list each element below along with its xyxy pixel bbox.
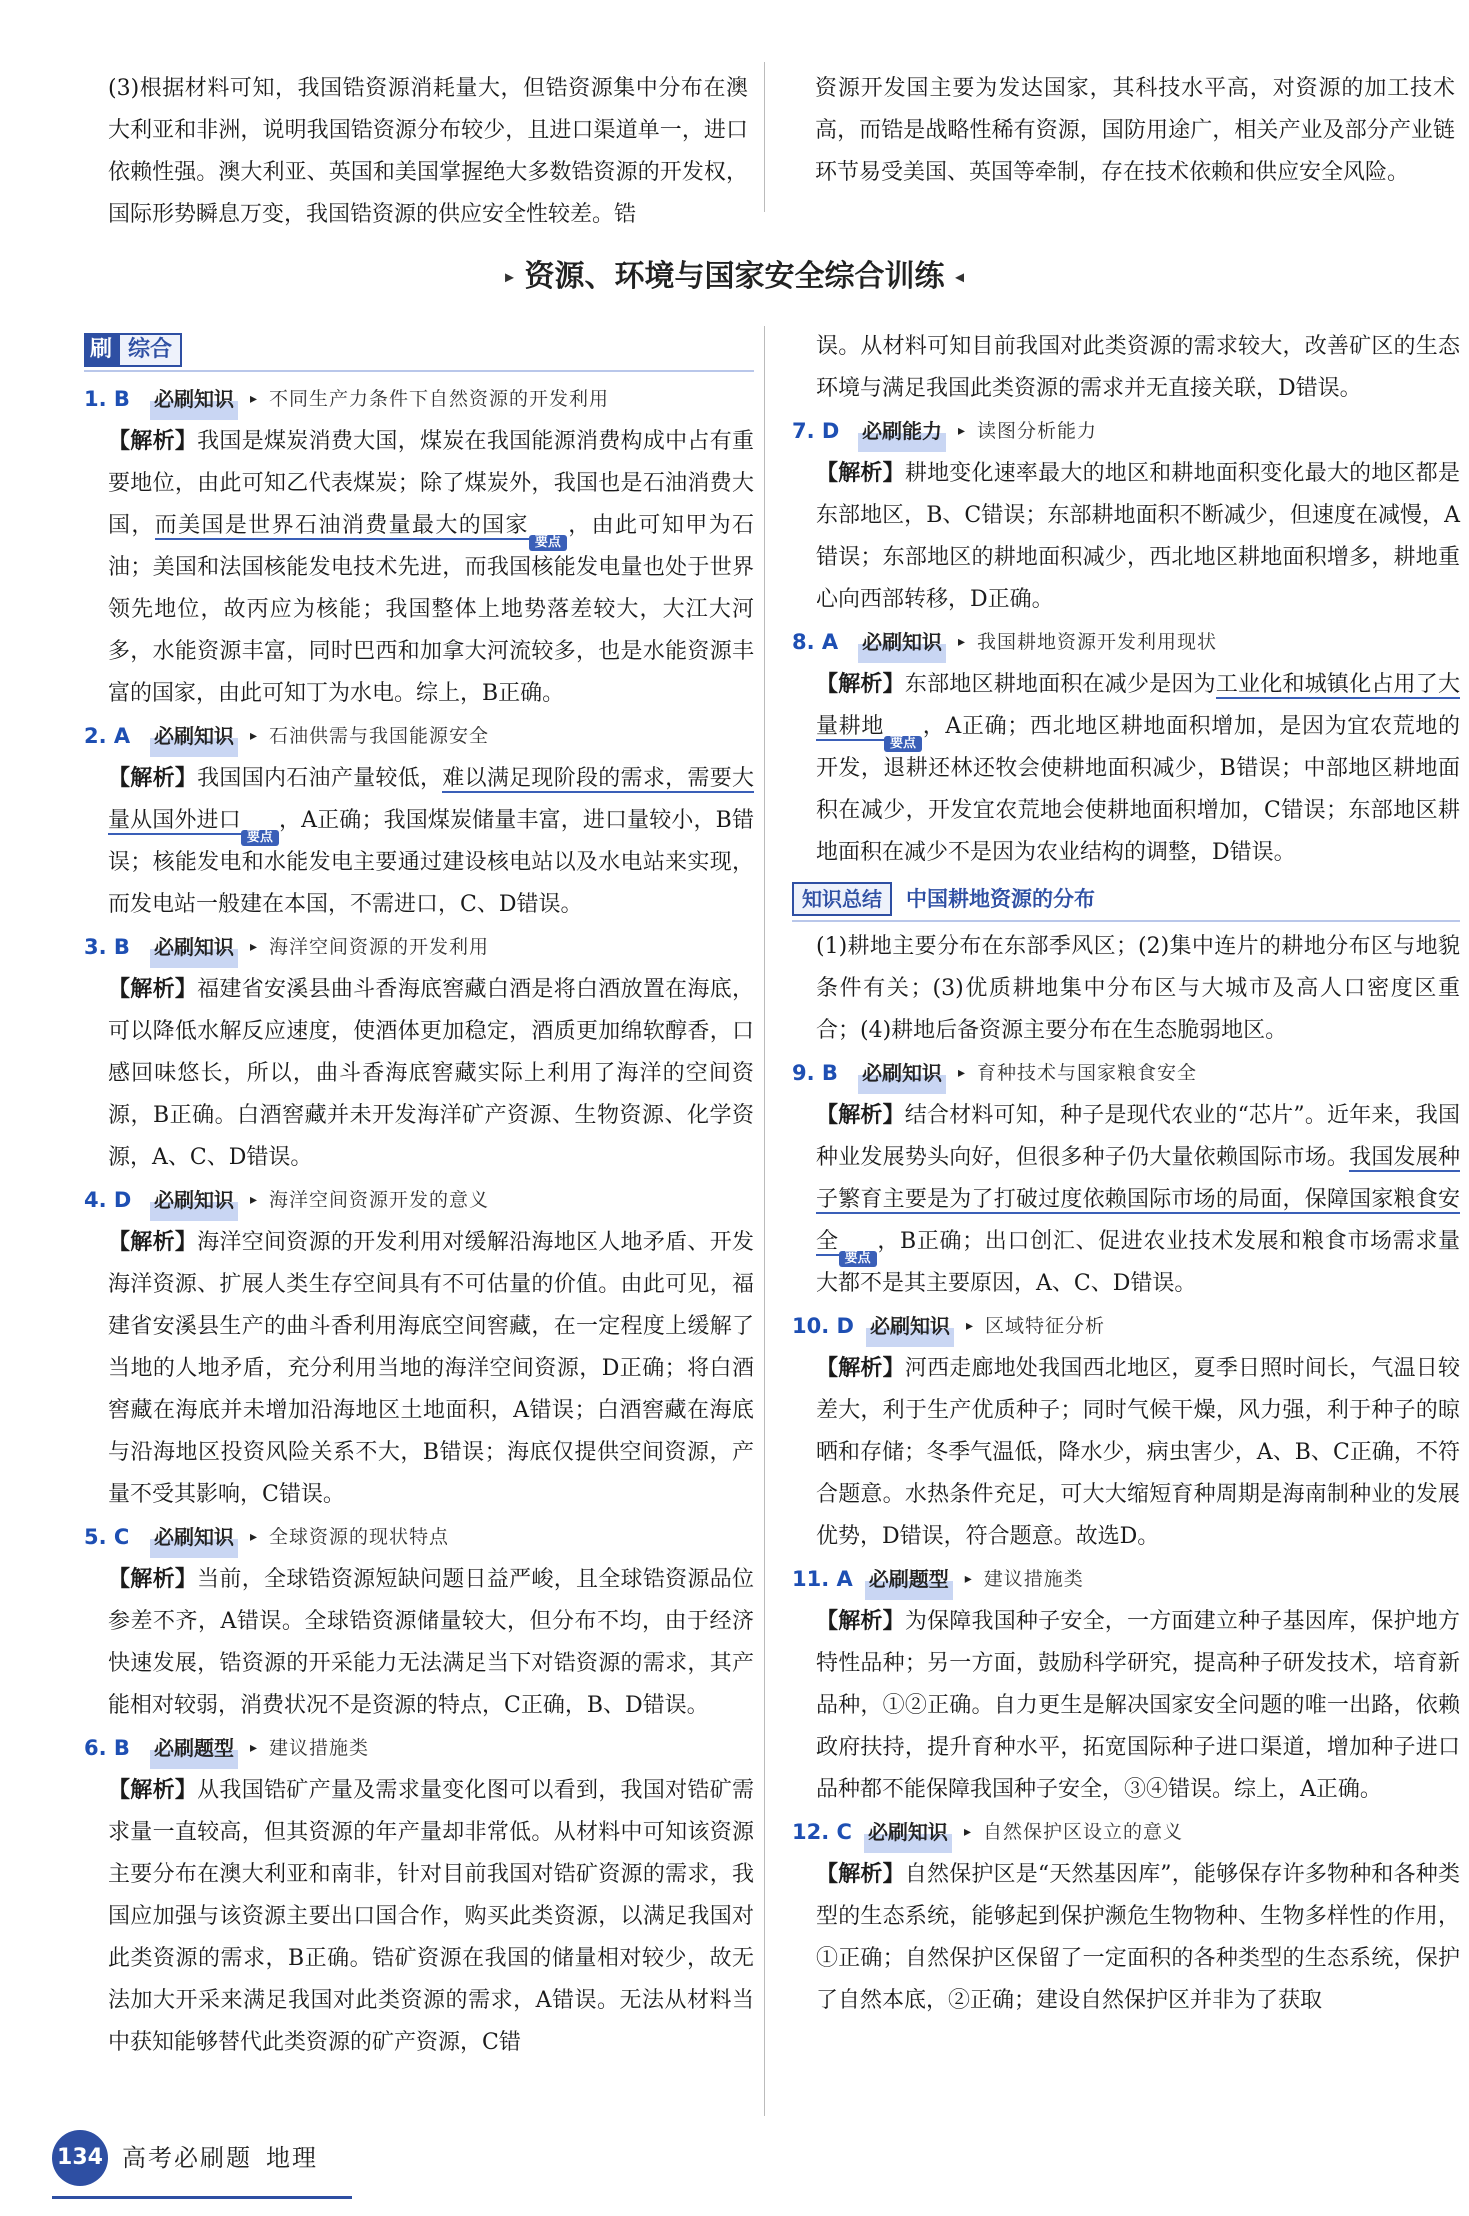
topic-text: 自然保护区设立的意义 bbox=[982, 1821, 1183, 1843]
section-title-text: 资源、环境与国家安全综合训练 bbox=[524, 259, 945, 294]
analysis-label: 【解析】 bbox=[816, 1355, 905, 1381]
category-tag: 必刷题型 bbox=[150, 1727, 238, 1769]
analysis-paragraph bbox=[84, 968, 754, 1179]
analysis-paragraph bbox=[792, 1094, 1460, 1305]
analysis-text: 当前，全球锆资源短缺问题日益严峻，且全球锆资源品位参差不齐，A错误。全球锆资源储量较大，但分布不均，由于经济快速发展，锆资源的开采能力无法满足当下对锆资源的需求，其产能相对较弱，消费状况不是资源的特点，C正确，B、D错误。 bbox=[108, 1567, 754, 1718]
book-title: 高考必刷题 bbox=[122, 2144, 252, 2172]
question-header bbox=[792, 410, 1460, 452]
key-point-text: 而美国是世界石油消费量最大的国家 bbox=[154, 513, 529, 538]
question-number: 3. B bbox=[84, 935, 130, 959]
analysis-paragraph bbox=[84, 420, 754, 715]
question-item bbox=[792, 621, 1460, 874]
knowledge-summary-text: (1)耕地主要分布在东部季风区；(2)集中连片的耕地分布区与地貌条件有关；(3)优质耕地集中分布区与大城市及高人口密度区重合；(4)耕地后备资源主要分布在生态脆弱地区。 bbox=[816, 934, 1460, 1043]
key-point-mark: 要点 bbox=[884, 736, 922, 752]
analysis-label: 【解析】 bbox=[816, 1861, 905, 1887]
question-number: 11. A bbox=[792, 1567, 853, 1591]
question-header bbox=[792, 1052, 1460, 1094]
topic-text: 区域特征分析 bbox=[984, 1315, 1105, 1337]
section-title bbox=[0, 252, 1469, 303]
question-item bbox=[84, 1516, 754, 1727]
analysis-text-continued: ，A正确；西北地区耕地面积增加，是因为宜农荒地的开发，退耕还林还牧会使耕地面积减少，B错误；中部地区耕地面积在减少，开发宜农荒地会使耕地面积增加，C错误；东部地区耕地面积在减少不是因为农业结构的调整，D错误。 bbox=[816, 714, 1460, 865]
question-item bbox=[84, 926, 754, 1179]
question-number: 10. D bbox=[792, 1314, 854, 1338]
question-item bbox=[84, 1727, 754, 2064]
analysis-paragraph bbox=[792, 1347, 1460, 1558]
question-number: 2. A bbox=[84, 724, 131, 748]
analysis-text: 从我国锆矿产量及需求量变化图可以看到，我国对锆矿需求量一直较高，但其资源的年产量却非常低。从材料中可知该资源主要分布在澳大利亚和南非，针对目前我国对锆矿资源的需求，我国应加强与该资源主要出口国合作，购买此类资源，以满足我国对此类资源的需求，B正确。锆矿资源在我国的储量相对较少，故无法加大开采来满足我国对此类资源的需求，A错误。无法从材料当中获知能够替代此类资源的矿产资源，C错 bbox=[108, 1778, 754, 2055]
question-number: 7. D bbox=[792, 419, 840, 443]
question-header bbox=[84, 378, 754, 420]
topic-text: 我国耕地资源开发利用现状 bbox=[977, 631, 1218, 653]
key-point-mark: 要点 bbox=[839, 1251, 877, 1267]
analysis-label: 【解析】 bbox=[816, 460, 905, 486]
category-tag: 必刷知识 bbox=[858, 621, 946, 663]
analysis-label: 【解析】 bbox=[108, 976, 198, 1002]
analysis-text: 东部地区耕地面积在减少是因为 bbox=[904, 672, 1216, 697]
question-item bbox=[792, 410, 1460, 621]
top-left-paragraph bbox=[108, 68, 748, 236]
arrow-right-icon: ▸ bbox=[958, 634, 966, 650]
topic-text: 海洋空间资源开发的意义 bbox=[269, 1189, 490, 1211]
arrow-right-icon: ▸ bbox=[964, 1571, 972, 1587]
analysis-label: 【解析】 bbox=[108, 1566, 198, 1592]
key-point-text: 工业化和城镇化占用了大量耕地 bbox=[816, 672, 1460, 739]
arrow-right-icon: ▸ bbox=[250, 728, 258, 744]
arrow-right-icon: ▸ bbox=[250, 1529, 258, 1545]
question-header bbox=[792, 1558, 1460, 1600]
topic-text: 育种技术与国家粮食安全 bbox=[977, 1062, 1198, 1084]
analysis-paragraph bbox=[84, 1769, 754, 2064]
question-number: 9. B bbox=[792, 1061, 838, 1085]
key-point-text: 我国发展种子繁育主要是为了打破过度依赖国际市场的局面，保障国家粮食安全 bbox=[816, 1145, 1460, 1254]
analysis-label: 【解析】 bbox=[108, 1229, 198, 1255]
question-item bbox=[792, 1052, 1460, 1305]
analysis-text-continued: ，B正确；出口创汇、促进农业技术发展和粮食市场需求量大都不是其主要原因，A、C、D错误。 bbox=[816, 1229, 1460, 1296]
question-item bbox=[792, 1811, 1460, 2022]
question-item bbox=[84, 1179, 754, 1516]
category-tag: 必刷能力 bbox=[858, 410, 946, 452]
question-header bbox=[84, 715, 754, 757]
category-tag: 必刷知识 bbox=[150, 1179, 238, 1221]
triangle-left-icon: ◂ bbox=[954, 266, 964, 288]
analysis-text: 自然保护区是“天然基因库”，能够保存许多物种和各种类型的生态系统，能够起到保护濒危生物物种、生物多样性的作用，①正确；自然保护区保留了一定面积的各种类型的生态系统，保护了自然本底，②正确；建设自然保护区并非为了获取 bbox=[816, 1862, 1460, 2013]
analysis-label: 【解析】 bbox=[816, 671, 905, 697]
topic-text: 海洋空间资源的开发利用 bbox=[269, 936, 490, 958]
analysis-paragraph bbox=[84, 1558, 754, 1727]
question-header bbox=[84, 1179, 754, 1221]
analysis-text: 耕地变化速率最大的地区和耕地面积变化最大的地区都是东部地区，B、C错误；东部耕地面积不断减少，但速度在减慢，A错误；东部地区的耕地面积减少，西北地区耕地面积增多，耕地重心向西部转移，D正确。 bbox=[816, 461, 1460, 612]
key-point-mark: 要点 bbox=[241, 830, 279, 846]
category-tag: 必刷知识 bbox=[858, 1052, 946, 1094]
top-right-paragraph bbox=[815, 68, 1455, 194]
topic-text: 建议措施类 bbox=[983, 1568, 1084, 1590]
question-header bbox=[84, 926, 754, 968]
subject-name: 地理 bbox=[266, 2144, 318, 2172]
question-number: 5. C bbox=[84, 1525, 130, 1549]
right-column bbox=[792, 326, 1460, 2022]
analysis-paragraph bbox=[792, 326, 1460, 410]
knowledge-summary-title: 中国耕地资源的分布 bbox=[906, 887, 1095, 911]
analysis-paragraph bbox=[792, 663, 1460, 874]
question-header bbox=[84, 1516, 754, 1558]
knowledge-summary-badge: 知识总结 bbox=[792, 882, 892, 916]
question-number: 12. C bbox=[792, 1820, 852, 1844]
analysis-paragraph bbox=[792, 452, 1460, 621]
analysis-text: 海洋空间资源的开发利用对缓解沿海地区人地矛盾、开发海洋资源、扩展人类生存空间具有不可估量的价值。由此可见，福建省安溪县生产的曲斗香利用海底空间窖藏，在一定程度上缓解了当地的人地矛盾，充分利用当地的海洋空间资源，D正确；将白酒窖藏在海底并未增加沿海地区土地面积，A错误；白酒窖藏在海底与沿海地区投资风险关系不大，B错误；海底仅提供空间资源，产量不受其影响，C错误。 bbox=[108, 1230, 754, 1507]
analysis-label: 【解析】 bbox=[108, 1777, 198, 1803]
category-tag: 必刷题型 bbox=[865, 1558, 953, 1600]
question-number: 4. D bbox=[84, 1188, 132, 1212]
arrow-right-icon: ▸ bbox=[958, 423, 966, 439]
question-item bbox=[792, 1558, 1460, 1811]
analysis-paragraph bbox=[792, 1853, 1460, 2022]
top-left-text: (3)根据材料可知，我国锆资源消耗量大，但锆资源集中分布在澳大利亚和非洲，说明我国锆资源分布较少，且进口渠道单一，进口依赖性强。澳大利亚、英国和美国掌握绝大多数锆资源的开发权，国际形势瞬息万变，我国锆资源的供应安全性较差。锆 bbox=[108, 76, 748, 227]
analysis-label: 【解析】 bbox=[108, 428, 198, 454]
question-item bbox=[792, 326, 1460, 410]
question-item bbox=[84, 715, 754, 926]
topic-text: 不同生产力条件下自然资源的开发利用 bbox=[269, 388, 610, 410]
analysis-text: 结合材料可知，种子是现代农业的“芯片”。近年来，我国种业发展势头向好，但很多种子仍大量依赖国际市场。 bbox=[816, 1103, 1460, 1170]
analysis-text: 误。从材料可知目前我国对此类资源的需求较大，改善矿区的生态环境与满足我国此类资源的需求并无直接关联，D错误。 bbox=[816, 334, 1460, 401]
topic-text: 读图分析能力 bbox=[977, 420, 1098, 442]
zonghe-label: 综合 bbox=[118, 333, 182, 367]
key-point-text: 难以满足现阶段的需求，需要大量从国外进口 bbox=[108, 766, 754, 833]
question-header bbox=[84, 1727, 754, 1769]
analysis-text-continued: ，A正确；我国煤炭储量丰富，进口量较小，B错误；核能发电和水能发电主要通过建设核电站以及水电站来实现，而发电站一般建在本国，不需进口，C、D错误。 bbox=[108, 808, 754, 917]
footer-rule bbox=[52, 2196, 352, 2199]
arrow-right-icon: ▸ bbox=[250, 939, 258, 955]
analysis-label: 【解析】 bbox=[816, 1608, 905, 1634]
page-number: 134 bbox=[52, 2130, 108, 2186]
category-tag: 必刷知识 bbox=[864, 1811, 952, 1853]
arrow-right-icon: ▸ bbox=[250, 1192, 258, 1208]
analysis-text: 我国是煤炭消费大国，煤炭在我国能源消费构成中占有重要地位，由此可知乙代表煤炭；除了煤炭外，我国也是石油消费大国， bbox=[108, 429, 754, 538]
column-divider bbox=[764, 326, 765, 2116]
question-header bbox=[792, 1811, 1460, 1853]
arrow-right-icon: ▸ bbox=[965, 1318, 973, 1334]
zonghe-banner bbox=[84, 330, 754, 372]
analysis-text: 我国国内石油产量较低， bbox=[197, 766, 443, 791]
question-number: 6. B bbox=[84, 1736, 130, 1760]
analysis-paragraph bbox=[792, 1600, 1460, 1811]
analysis-text-continued: ，由此可知甲为石油；美国和法国核能发电技术先进，而我国核能发电量也处于世界领先地位，故丙应为核能；我国整体上地势落差较大，大江大河多，水能资源丰富，同时巴西和加拿大河流较多，也是水能资源丰富的国家，由此可知丁为水电。综上，B正确。 bbox=[108, 513, 754, 706]
question-item bbox=[84, 378, 754, 715]
top-right-text: 资源开发国主要为发达国家，其科技水平高，对资源的加工技术高，而锆是战略性稀有资源，国防用途广，相关产业及部分产业链环节易受美国、英国等牵制，存在技术依赖和供应安全风险。 bbox=[815, 76, 1455, 185]
analysis-label: 【解析】 bbox=[108, 765, 198, 791]
question-item bbox=[792, 1305, 1460, 1558]
question-header bbox=[792, 621, 1460, 663]
analysis-text: 为保障我国种子安全，一方面建立种子基因库，保护地方特性品种；另一方面，鼓励科学研究，提高种子研发技术，培育新品种，①②正确。自力更生是解决国家安全问题的唯一出路，依赖政府扶持，提升育种水平，拓宽国际种子进口渠道，增加种子进口品种都不能保障我国种子安全，③④错误。综上，A正确。 bbox=[816, 1609, 1460, 1802]
arrow-right-icon: ▸ bbox=[958, 1065, 966, 1081]
analysis-text: 河西走廊地处我国西北地区，夏季日照时间长，气温日较差大，利于生产优质种子；同时气候干燥，风力强，利于种子的晾晒和存储；冬季气温低，降水少，病虫害少，A、B、C正确，不符合题意。水热条件充足，可大大缩短育种周期是海南制种业的发展优势，D错误，符合题意。故选D。 bbox=[816, 1356, 1460, 1549]
category-tag: 必刷知识 bbox=[866, 1305, 954, 1347]
shua-badge: 刷 bbox=[84, 333, 118, 367]
question-header bbox=[792, 1305, 1460, 1347]
arrow-right-icon: ▸ bbox=[250, 1740, 258, 1756]
analysis-paragraph bbox=[84, 1221, 754, 1516]
arrow-right-icon: ▸ bbox=[963, 1824, 971, 1840]
category-tag: 必刷知识 bbox=[150, 1516, 238, 1558]
analysis-text: 福建省安溪县曲斗香海底窖藏白酒是将白酒放置在海底，可以降低水解反应速度，使酒体更加稳定，酒质更加绵软醇香，口感回味悠长，所以，曲斗香海底窖藏实际上利用了海洋的空间资源，B正确。白酒窖藏并未开发海洋矿产资源、生物资源、化学资源，A、C、D错误。 bbox=[108, 977, 754, 1170]
top-divider bbox=[764, 62, 765, 212]
arrow-right-icon: ▸ bbox=[250, 391, 258, 407]
topic-text: 全球资源的现状特点 bbox=[269, 1526, 450, 1548]
question-number: 8. A bbox=[792, 630, 839, 654]
topic-text: 石油供需与我国能源安全 bbox=[269, 725, 490, 747]
left-column bbox=[84, 330, 754, 2064]
triangle-right-icon: ▸ bbox=[505, 266, 515, 288]
key-point-mark: 要点 bbox=[529, 535, 567, 551]
page-footer bbox=[52, 2130, 318, 2186]
question-number: 1. B bbox=[84, 387, 130, 411]
knowledge-summary-header bbox=[792, 878, 1460, 922]
category-tag: 必刷知识 bbox=[150, 378, 238, 420]
analysis-label: 【解析】 bbox=[816, 1102, 905, 1128]
category-tag: 必刷知识 bbox=[150, 926, 238, 968]
category-tag: 必刷知识 bbox=[150, 715, 238, 757]
analysis-paragraph bbox=[84, 757, 754, 926]
topic-text: 建议措施类 bbox=[269, 1737, 370, 1759]
